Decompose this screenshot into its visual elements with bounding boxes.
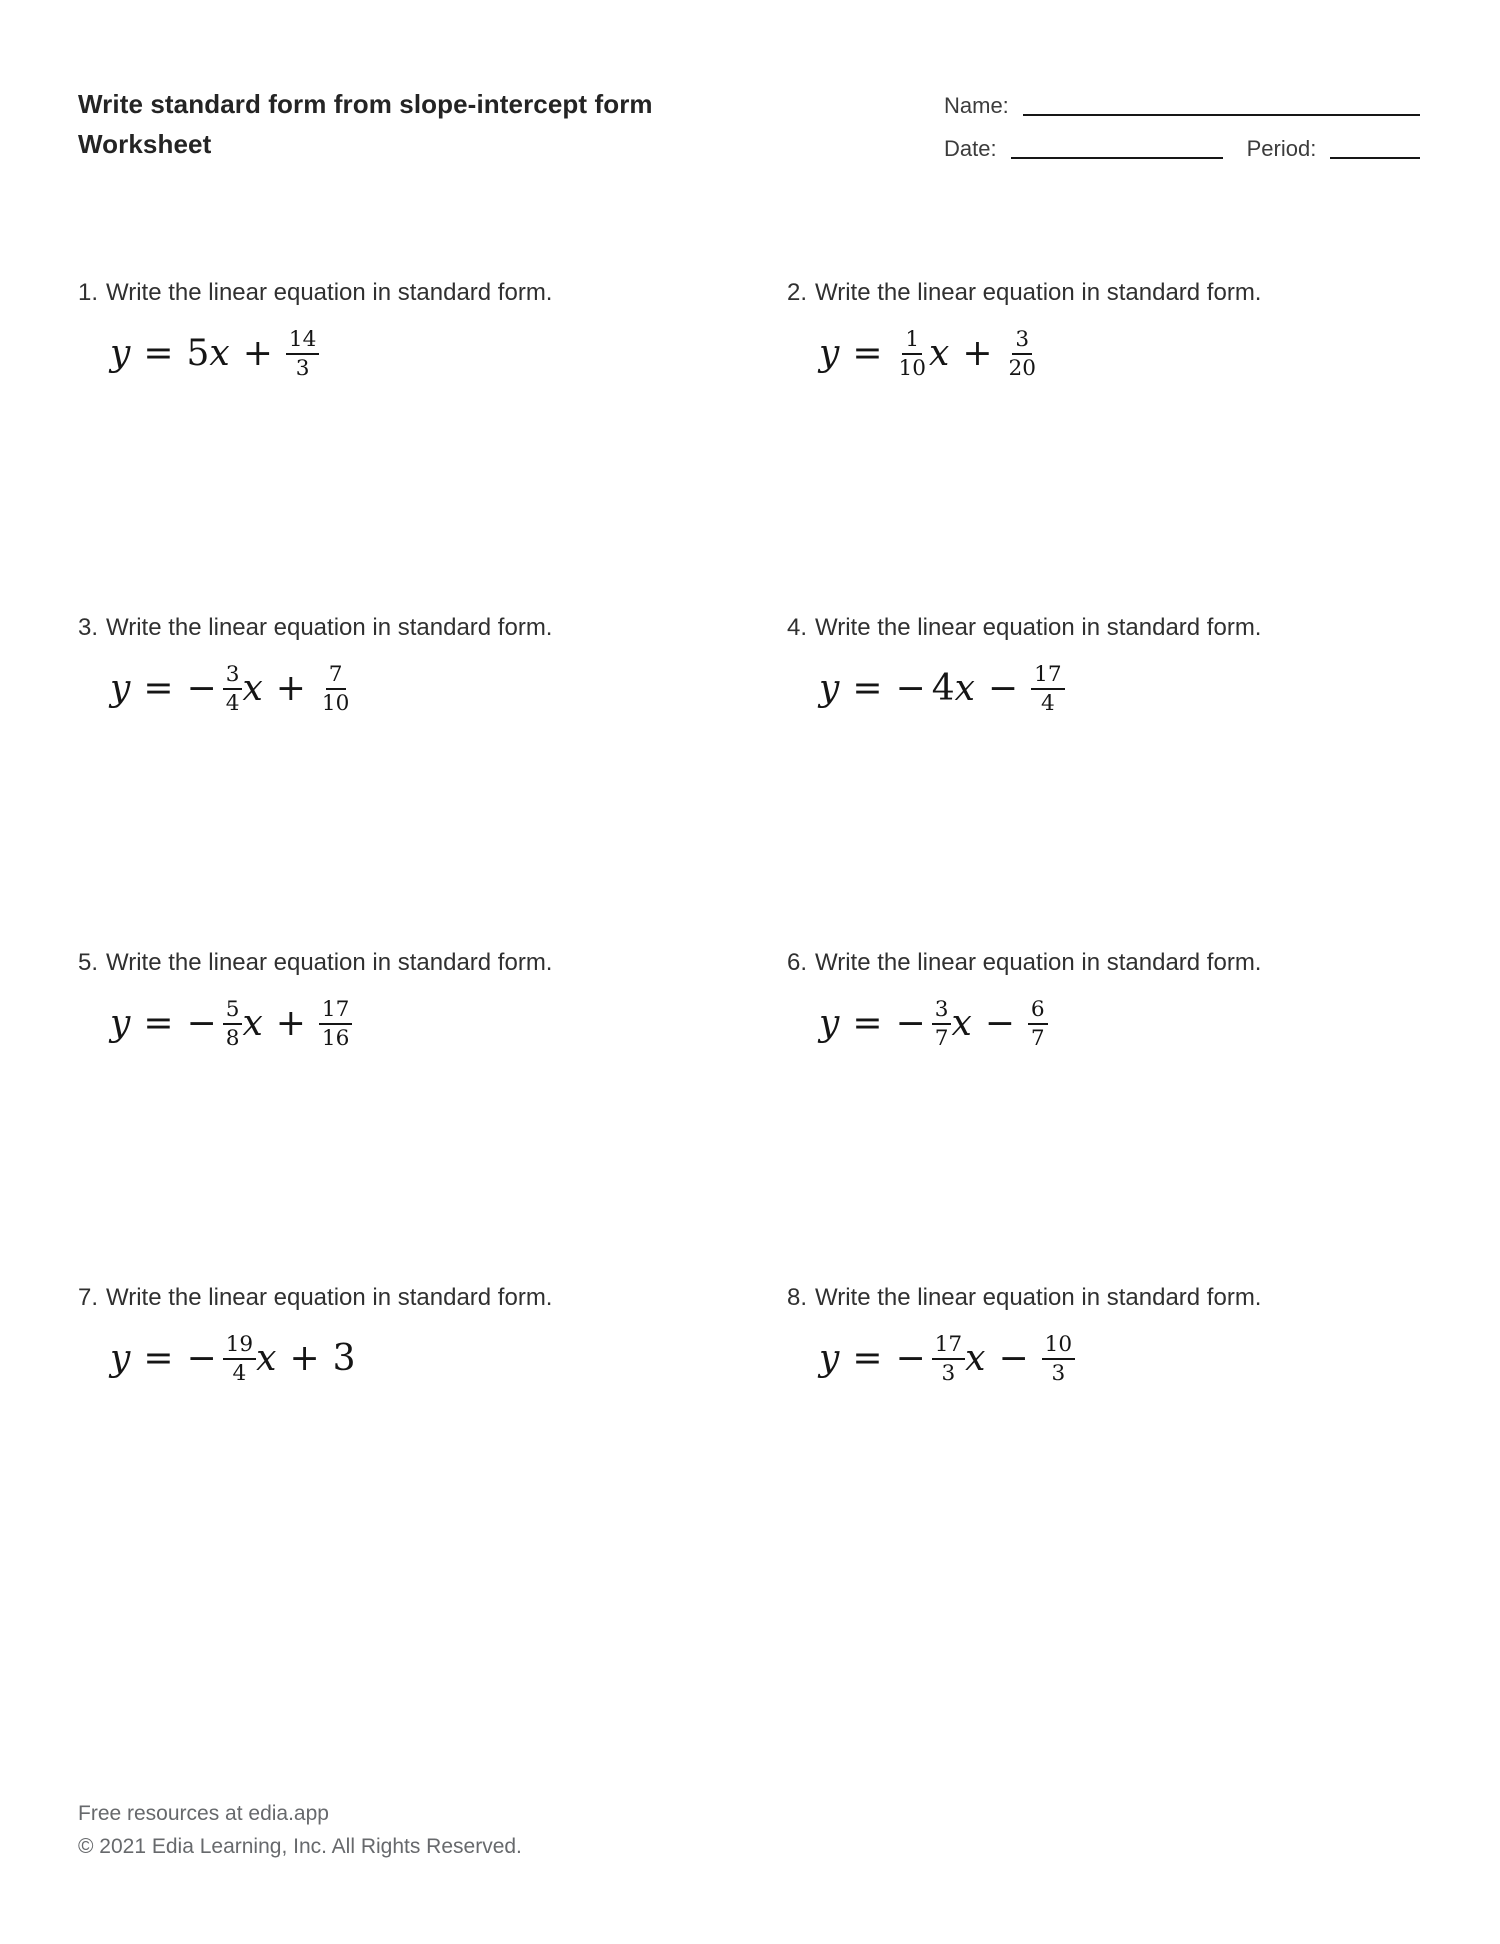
equation-token: + [289, 1337, 320, 1379]
fraction-denominator: 4 [225, 691, 240, 717]
equation-token: 3 [332, 1337, 356, 1379]
equation-token: + [962, 332, 993, 374]
problem-8-text: Write the linear equation in standard form. [815, 1284, 1262, 1311]
fraction-denominator: 8 [225, 1026, 240, 1052]
fraction-numerator: 1 [902, 327, 922, 355]
fraction-denominator: 4 [1040, 691, 1055, 717]
problem-4-number: 4. [787, 614, 808, 641]
problem-8-equation [819, 1331, 1422, 1386]
fraction-numerator: 7 [326, 662, 346, 690]
equation-token: − [186, 1337, 217, 1379]
fraction [319, 997, 352, 1052]
fraction-denominator: 20 [1008, 356, 1036, 382]
date-blank-line [1011, 155, 1223, 159]
fraction [932, 1332, 965, 1387]
fraction-numerator: 10 [1042, 1332, 1075, 1360]
equation-token: = [852, 332, 883, 374]
fraction-denominator: 3 [941, 1361, 956, 1387]
fraction [1031, 662, 1064, 717]
problem-8-number: 8. [787, 1284, 808, 1311]
fraction [319, 662, 352, 717]
fraction-numerator: 17 [319, 997, 352, 1025]
problem-6-text: Write the linear equation in standard form. [815, 949, 1262, 976]
fraction-numerator: 5 [223, 997, 243, 1025]
fraction [286, 327, 319, 382]
equation-token: x [951, 1002, 972, 1044]
problem-4 [787, 613, 1422, 948]
worksheet-title [78, 84, 653, 164]
equation-token: y [110, 667, 131, 709]
problem-6 [787, 948, 1422, 1283]
problem-3-equation [110, 661, 787, 716]
equation-token: − [895, 1337, 926, 1379]
equation-token: − [998, 1337, 1029, 1379]
equation-token: x [954, 667, 975, 709]
equation-token: = [143, 667, 174, 709]
worksheet-title-line1: Write standard form from slope-intercept form [78, 89, 653, 119]
fraction-numerator: 3 [223, 662, 243, 690]
equation-token: x [242, 667, 263, 709]
equation-token: 5 [186, 332, 210, 374]
student-fields [944, 84, 1420, 162]
problem-2-equation [819, 326, 1422, 381]
problem-4-prompt [787, 613, 1422, 643]
name-blank-line [1023, 112, 1420, 116]
fraction-denominator: 10 [321, 691, 350, 717]
equation-token: + [275, 1002, 306, 1044]
problem-2-number: 2. [787, 279, 808, 306]
equation-token: − [987, 667, 1019, 709]
worksheet-title-line2: Worksheet [78, 129, 212, 159]
problem-5-equation [110, 996, 787, 1051]
problem-6-equation [819, 996, 1422, 1051]
fraction [1028, 997, 1048, 1052]
footer-copyright-text: © 2021 Edia Learning, Inc. All Rights Reserved. [78, 1835, 522, 1858]
equation-token: x [929, 332, 950, 374]
equation-token: − [895, 667, 926, 709]
fraction [932, 997, 952, 1052]
problem-5-number: 5. [78, 949, 99, 976]
fraction-numerator: 3 [932, 997, 952, 1025]
equation-token: y [819, 332, 840, 374]
fraction-numerator: 14 [286, 327, 319, 355]
problem-1-number: 1. [78, 279, 99, 306]
equation-token: y [110, 1002, 131, 1044]
fraction [1005, 327, 1038, 382]
fraction-numerator: 19 [223, 1332, 256, 1360]
fraction [896, 327, 929, 382]
equation-token: 4 [931, 667, 955, 709]
problem-7-prompt [78, 1283, 787, 1313]
date-period-field-row [944, 136, 1420, 162]
equation-token: + [275, 667, 306, 709]
problem-5 [78, 948, 787, 1283]
fraction [223, 1332, 256, 1387]
equation-token: = [143, 332, 174, 374]
fraction-denominator: 3 [295, 356, 310, 382]
equation-token: = [143, 1002, 174, 1044]
equation-token: y [819, 667, 840, 709]
name-field-row [944, 93, 1420, 119]
fraction-denominator: 3 [1051, 1361, 1066, 1387]
page-footer [78, 1797, 522, 1863]
problem-5-prompt [78, 948, 787, 978]
problem-6-number: 6. [787, 949, 808, 976]
fraction-denominator: 10 [898, 356, 926, 382]
equation-token: − [984, 1002, 1015, 1044]
problem-8-prompt [787, 1283, 1422, 1313]
problem-4-equation [819, 661, 1422, 716]
equation-token: x [965, 1337, 986, 1379]
fraction-numerator: 3 [1012, 327, 1032, 355]
fraction [223, 662, 243, 717]
equation-token: + [242, 332, 273, 374]
fraction-denominator: 7 [934, 1026, 949, 1052]
equation-token: = [852, 1002, 883, 1044]
problem-8 [787, 1283, 1422, 1618]
problem-2-prompt [787, 278, 1422, 308]
problem-1-equation [110, 326, 787, 381]
equation-token: − [186, 1002, 217, 1044]
equation-token: y [110, 332, 131, 374]
equation-token: y [819, 1002, 840, 1044]
equation-token: = [852, 1337, 883, 1379]
problem-3-text: Write the linear equation in standard form. [106, 614, 553, 641]
equation-token: y [819, 1337, 840, 1379]
footer-resources-text: Free resources at edia.app [78, 1802, 329, 1825]
name-label: Name: [944, 93, 1009, 118]
problem-7-number: 7. [78, 1284, 99, 1311]
problem-1 [78, 278, 787, 613]
equation-token: x [242, 1002, 263, 1044]
fraction-denominator: 16 [321, 1026, 350, 1052]
problem-7-text: Write the linear equation in standard form. [106, 1284, 553, 1311]
problem-1-text: Write the linear equation in standard form. [106, 279, 553, 306]
problem-2-text: Write the linear equation in standard form. [815, 279, 1262, 306]
equation-token: y [110, 1337, 131, 1379]
problem-6-prompt [787, 948, 1422, 978]
problem-3 [78, 613, 787, 948]
period-blank-line [1330, 155, 1420, 159]
fraction-denominator: 7 [1030, 1026, 1045, 1052]
fraction-numerator: 17 [1031, 662, 1064, 690]
date-label: Date: [944, 136, 997, 161]
fraction [223, 997, 243, 1052]
fraction-denominator: 4 [232, 1361, 247, 1387]
problem-4-text: Write the linear equation in standard form. [815, 614, 1262, 641]
problem-1-prompt [78, 278, 787, 308]
problem-3-number: 3. [78, 614, 99, 641]
problem-2 [787, 278, 1422, 613]
problem-5-text: Write the linear equation in standard form. [106, 949, 553, 976]
period-label: Period: [1246, 136, 1317, 161]
equation-token: − [186, 667, 217, 709]
worksheet-header [0, 0, 1500, 164]
problem-7-equation [110, 1331, 787, 1386]
fraction-numerator: 17 [932, 1332, 965, 1360]
equation-token: x [256, 1337, 277, 1379]
fraction-numerator: 6 [1028, 997, 1048, 1025]
problem-7 [78, 1283, 787, 1618]
equation-token: = [143, 1337, 174, 1379]
problem-3-prompt [78, 613, 787, 643]
equation-token: = [852, 667, 883, 709]
equation-token: x [209, 332, 230, 374]
equation-token: − [895, 1002, 926, 1044]
fraction [1042, 1332, 1075, 1387]
problems-grid [78, 278, 1422, 1618]
